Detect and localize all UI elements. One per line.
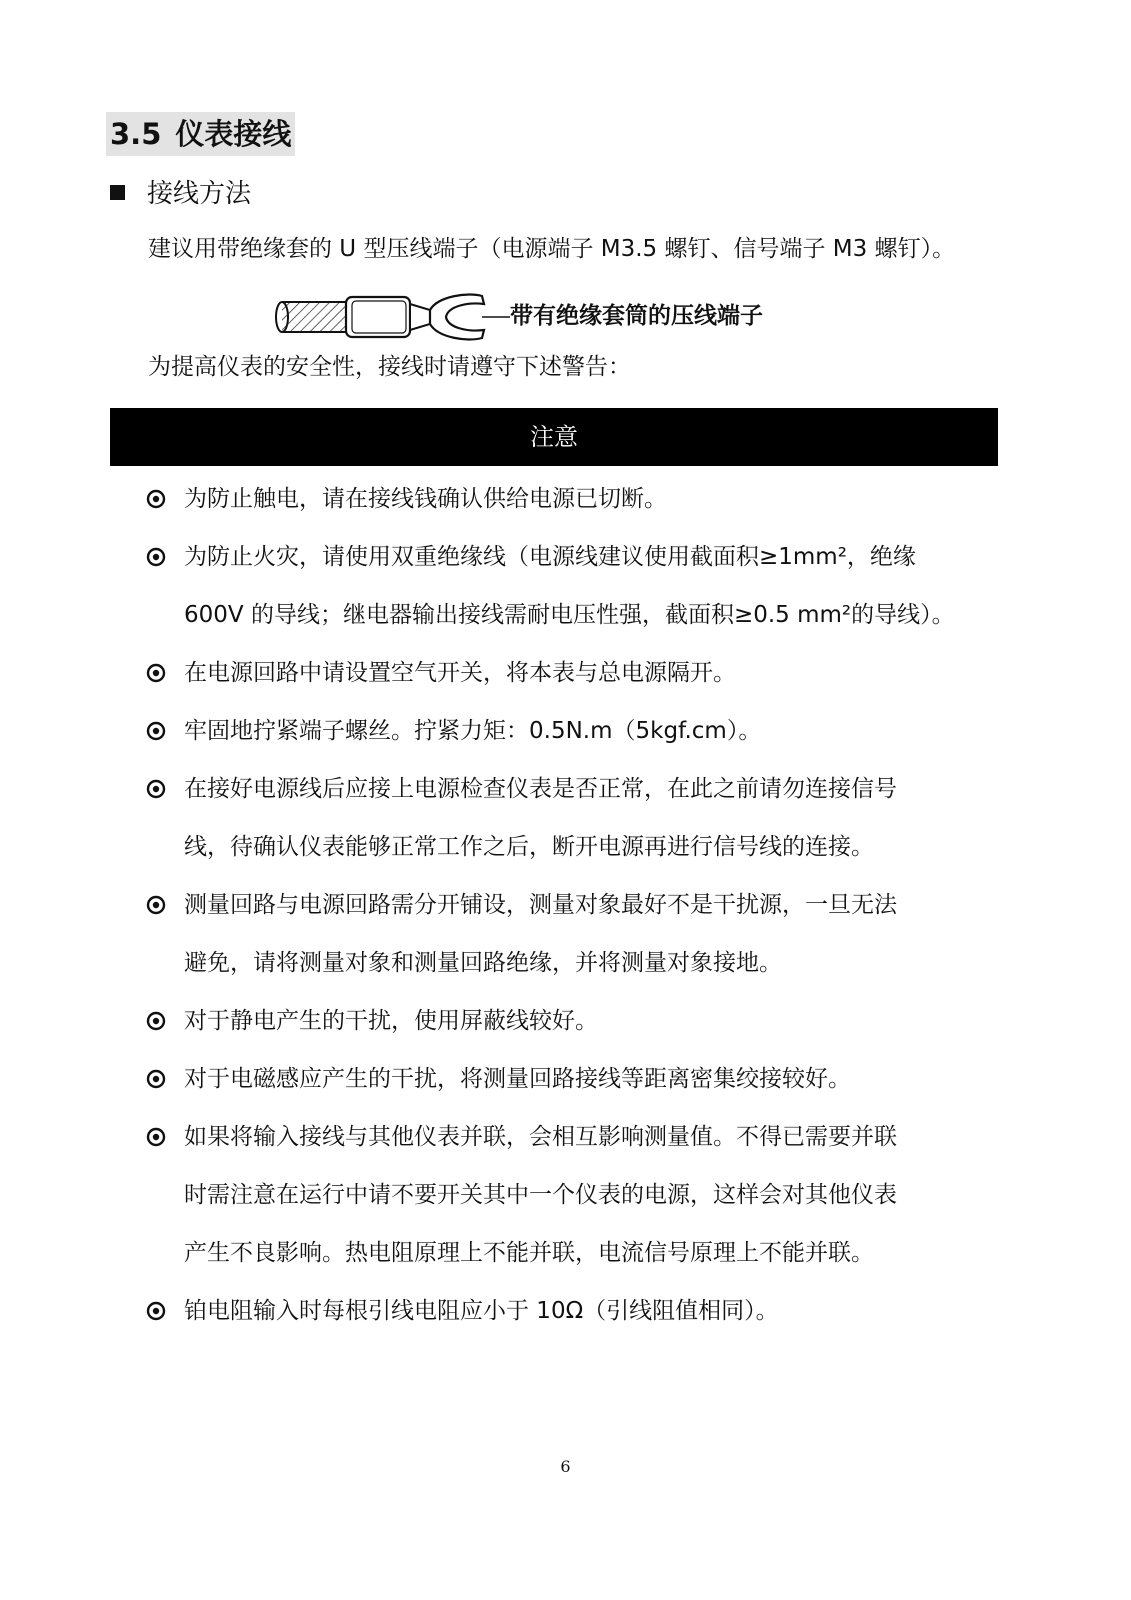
circled-dot-icon <box>146 1127 166 1147</box>
note-item <box>146 1108 1026 1282</box>
note-line: 铂电阻输入时每根引线电阻应小于 10Ω（引线阻值相同）。 <box>184 1298 779 1324</box>
note-item <box>146 528 1026 644</box>
note-line: 时需注意在运行中请不要开关其中一个仪表的电源，这样会对其他仪表 <box>184 1182 897 1208</box>
circled-dot-icon <box>146 779 166 799</box>
circled-dot-icon <box>146 1011 166 1031</box>
circled-dot-icon <box>146 663 166 683</box>
notes-list <box>146 470 1026 1340</box>
section-title-text: 仪表接线 <box>175 117 292 151</box>
note-line: 线，待确认仪表能够正常工作之后，断开电源再进行信号线的连接。 <box>184 834 874 860</box>
note-line: 测量回路与电源回路需分开铺设，测量对象最好不是干扰源，一旦无法 <box>184 892 897 918</box>
note-item <box>146 876 1026 992</box>
circled-dot-icon <box>146 1301 166 1321</box>
page-number: 6 <box>560 1457 571 1476</box>
figure-caption: 带有绝缘套筒的压线端子 <box>510 303 763 329</box>
circled-dot-icon <box>146 489 166 509</box>
square-bullet-icon <box>110 185 125 200</box>
note-line: 为防止火灾，请使用双重绝缘线（电源线建议使用截面积≥1mm²，绝缘 <box>184 544 916 570</box>
notice-header: 注意 <box>110 408 998 466</box>
note-item <box>146 992 1026 1050</box>
note-line: 在电源回路中请设置空气开关，将本表与总电源隔开。 <box>184 660 736 686</box>
note-line: 对于电磁感应产生的干扰，将测量回路接线等距离密集绞接较好。 <box>184 1066 851 1092</box>
note-line: 为防止触电，请在接线钱确认供给电源已切断。 <box>184 486 667 512</box>
section-title <box>106 112 295 156</box>
note-line: 在接好电源线后应接上电源检查仪表是否正常，在此之前请勿连接信号 <box>184 776 897 802</box>
circled-dot-icon <box>146 1069 166 1089</box>
note-line: 牢固地拧紧端子螺丝。拧紧力矩：0.5N.m（5kgf.cm）。 <box>184 718 762 744</box>
circled-dot-icon <box>146 895 166 915</box>
terminal-figure <box>272 290 832 344</box>
note-item <box>146 702 1026 760</box>
note-item <box>146 470 1026 528</box>
note-item <box>146 760 1026 876</box>
spade-terminal-icon <box>272 290 512 344</box>
section-number: 3.5 <box>110 117 162 151</box>
circled-dot-icon <box>146 547 166 567</box>
subheading-text: 接线方法 <box>147 179 252 209</box>
warning-lead: 为提高仪表的安全性，接线时请遵守下述警告： <box>148 354 631 380</box>
intro-paragraph: 建议用带绝缘套的 U 型压线端子（电源端子 M3.5 螺钉、信号端子 M3 螺钉）。 <box>148 236 956 262</box>
note-line: 对于静电产生的干扰，使用屏蔽线较好。 <box>184 1008 598 1034</box>
circled-dot-icon <box>146 721 166 741</box>
note-item <box>146 1050 1026 1108</box>
note-line: 产生不良影响。热电阻原理上不能并联，电流信号原理上不能并联。 <box>184 1240 874 1266</box>
note-item <box>146 1282 1026 1340</box>
note-line: 如果将输入接线与其他仪表并联，会相互影响测量值。不得已需要并联 <box>184 1124 897 1150</box>
subheading <box>110 174 251 214</box>
note-line: 避免，请将测量对象和测量回路绝缘，并将测量对象接地。 <box>184 950 782 976</box>
note-item <box>146 644 1026 702</box>
note-line: 600V 的导线；继电器输出接线需耐电压性强，截面积≥0.5 mm²的导线）。 <box>184 602 955 628</box>
